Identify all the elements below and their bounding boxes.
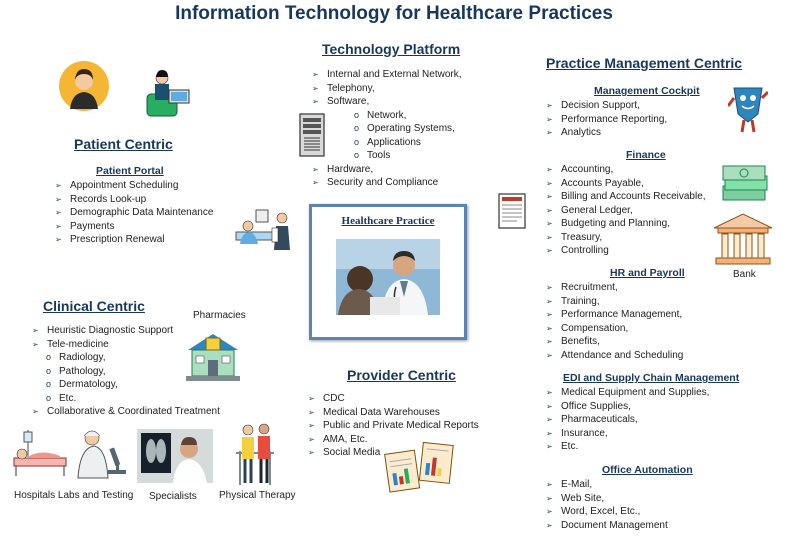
list-item: ➢ Office Supplies, [546, 400, 631, 412]
arrow-bullet-icon: ➢ [546, 415, 553, 424]
list-item: ➢ Heuristic Diagnostic Support [32, 325, 174, 336]
list-item: o Tools [354, 150, 391, 161]
arrow-bullet-icon: ➢ [546, 192, 553, 201]
list-item: o Radiology, [46, 352, 106, 363]
list-item: ➢ Public and Private Medical Reports [308, 420, 479, 431]
arrow-bullet-icon: ➢ [308, 448, 315, 457]
physical-therapy-icon [232, 421, 278, 487]
arrow-bullet-icon: ➢ [546, 480, 553, 489]
edi-supply-chain-list [546, 386, 709, 454]
arrow-bullet-icon: ➢ [546, 101, 553, 110]
list-item: ➢ Compensation, [546, 322, 629, 334]
xray-specialist-icon [137, 429, 213, 483]
list-item: ➢ Security and Compliance [312, 177, 439, 188]
woman-portrait-icon [58, 60, 110, 112]
list-item: ➢ Accounts Payable, [546, 177, 644, 189]
list-item: ➢ Pharmaceuticals, [546, 414, 638, 425]
arrow-bullet-icon: ➢ [546, 388, 553, 397]
clinical-centric-heading: Clinical Centric [43, 298, 145, 314]
practice-management-heading: Practice Management Centric [546, 55, 743, 71]
list-item: ➢ Performance Reporting, [546, 113, 668, 125]
circle-bullet-icon: o [354, 123, 360, 133]
hospitals-label: Hospitals Labs and Testing [14, 490, 134, 501]
finance-subheading: Finance [626, 149, 666, 161]
list-item: o Operating Systems, [354, 123, 455, 134]
list-item: o Applications [354, 136, 421, 148]
physical-therapy-label: Physical Therapy [219, 490, 296, 501]
list-item: ➢ Recruitment, [546, 282, 618, 293]
server-tower-icon [298, 112, 326, 158]
edi-supply-chain-subheading: EDI and Supply Chain Management [563, 372, 740, 384]
list-item: ➢ Analytics [546, 127, 602, 138]
arrow-bullet-icon: ➢ [55, 181, 62, 190]
documents-charts-icon [383, 440, 457, 496]
page-title: Information Technology for Healthcare Practices [175, 3, 613, 24]
arrow-bullet-icon: ➢ [546, 520, 553, 530]
healthcare-practice-frame [309, 204, 467, 340]
list-item: ➢ Web Site, [546, 492, 605, 504]
arrow-bullet-icon: ➢ [312, 83, 319, 93]
management-cockpit-list [546, 99, 667, 140]
arrow-bullet-icon: ➢ [308, 394, 315, 403]
list-item: o Etc. [46, 392, 77, 404]
list-item: ➢ AMA, Etc. [308, 433, 368, 445]
arrow-bullet-icon: ➢ [546, 507, 553, 516]
hospital-bed-icon [10, 428, 70, 480]
list-item: ➢ Decision Support, [546, 100, 640, 111]
list-item: ➢ Collaborative & Coordinated Treatment [32, 406, 220, 417]
circle-bullet-icon: o [354, 136, 360, 147]
list-item: ➢ Hardware, [312, 163, 374, 175]
list-item: ➢ Software, [312, 96, 370, 107]
arrow-bullet-icon: ➢ [546, 296, 553, 306]
circle-bullet-icon: o [354, 109, 360, 120]
hr-payroll-subheading: HR and Payroll [610, 267, 685, 279]
arrow-bullet-icon: ➢ [546, 165, 553, 174]
medical-form-icon [497, 192, 527, 230]
arrow-bullet-icon: ➢ [32, 407, 39, 416]
arrow-bullet-icon: ➢ [55, 208, 62, 217]
list-item: ➢ Attendance and Scheduling [546, 349, 684, 361]
list-item: ➢ Appointment Scheduling [55, 180, 179, 191]
arrow-bullet-icon: ➢ [55, 221, 62, 231]
arrow-bullet-icon: ➢ [546, 246, 553, 255]
hr-payroll-list [546, 281, 683, 362]
pharmacies-label: Pharmacies [193, 310, 246, 321]
arrow-bullet-icon: ➢ [546, 337, 553, 346]
list-item: ➢ Telephony, [312, 82, 375, 94]
office-automation-list [546, 478, 668, 532]
circle-bullet-icon: o [46, 352, 52, 362]
arrow-bullet-icon: ➢ [546, 493, 553, 503]
arrow-bullet-icon: ➢ [546, 114, 553, 124]
arrow-bullet-icon: ➢ [32, 339, 39, 349]
circle-bullet-icon: o [46, 365, 52, 376]
arrow-bullet-icon: ➢ [312, 164, 319, 174]
doctor-patient-icon [234, 208, 296, 252]
arrow-bullet-icon: ➢ [55, 194, 62, 204]
list-item: ➢ Billing and Accounts Receivable, [546, 191, 706, 202]
circle-bullet-icon: o [354, 150, 360, 160]
arrow-bullet-icon: ➢ [546, 178, 553, 188]
list-item: ➢ Social Media [308, 447, 381, 458]
list-item: ➢ Payments [55, 220, 115, 232]
microscope-lab-icon [74, 426, 130, 482]
circle-bullet-icon: o [46, 379, 52, 389]
arrow-bullet-icon: ➢ [308, 434, 315, 444]
list-item: ➢ CDC [308, 393, 345, 404]
list-item: ➢ Word, Excel, Etc., [546, 506, 641, 517]
list-item: ➢ Medical Equipment and Supplies, [546, 387, 710, 398]
superhero-mascot-icon [728, 84, 768, 134]
list-item: ➢ Records Look-up [55, 193, 147, 205]
bank-label: Bank [733, 269, 756, 280]
technology-platform-heading: Technology Platform [322, 41, 461, 57]
patient-portal-list [55, 179, 213, 247]
arrow-bullet-icon: ➢ [312, 70, 319, 79]
list-item: ➢ Etc. [546, 441, 579, 452]
patient-portal-subheading: Patient Portal [96, 165, 164, 177]
arrow-bullet-icon: ➢ [546, 232, 553, 242]
list-item: o Network, [354, 109, 407, 121]
arrow-bullet-icon: ➢ [546, 401, 553, 411]
list-item: ➢ Training, [546, 295, 600, 307]
list-item: ➢ Budgeting and Planning, [546, 218, 670, 229]
list-item: ➢ Prescription Renewal [55, 234, 165, 245]
finance-list [546, 163, 706, 258]
list-item: ➢ Treasury, [546, 231, 603, 243]
office-automation-subheading: Office Automation [602, 464, 693, 476]
list-item: ➢ Tele-medicine [32, 338, 109, 350]
list-item: ➢ Demographic Data Maintenance [55, 207, 214, 218]
arrow-bullet-icon: ➢ [546, 350, 553, 360]
arrow-bullet-icon: ➢ [546, 442, 553, 451]
list-item: ➢ General Ledger, [546, 204, 633, 216]
list-item: o Dermatology, [46, 379, 118, 390]
healthcare-practice-title: Healthcare Practice [341, 215, 435, 227]
management-cockpit-subheading: Management Cockpit [594, 85, 700, 97]
arrow-bullet-icon: ➢ [312, 97, 319, 106]
technology-platform-list [312, 68, 462, 190]
list-item: o Pathology, [46, 365, 106, 377]
list-item: ➢ Document Management [546, 519, 668, 531]
list-item: ➢ Medical Data Warehouses [308, 406, 440, 418]
pharmacy-building-icon [184, 330, 242, 384]
bank-building-icon [710, 212, 776, 268]
list-item: ➢ Accounting, [546, 164, 614, 175]
patient-centric-heading: Patient Centric [74, 136, 173, 152]
specialists-label: Specialists [149, 491, 197, 502]
list-item: ➢ Insurance, [546, 427, 608, 439]
list-item: ➢ E-Mail, [546, 479, 593, 490]
arrow-bullet-icon: ➢ [55, 235, 62, 244]
list-item: ➢ Internal and External Network, [312, 69, 462, 80]
doctor-consultation-photo [336, 239, 440, 315]
arrow-bullet-icon: ➢ [546, 128, 553, 137]
money-stack-icon [721, 160, 769, 206]
arrow-bullet-icon: ➢ [546, 219, 553, 228]
provider-centric-heading: Provider Centric [347, 367, 456, 383]
circle-bullet-icon: o [46, 392, 52, 403]
list-item: ➢ Controlling [546, 245, 609, 256]
arrow-bullet-icon: ➢ [546, 428, 553, 438]
arrow-bullet-icon: ➢ [308, 421, 315, 430]
arrow-bullet-icon: ➢ [546, 310, 553, 319]
arrow-bullet-icon: ➢ [546, 323, 553, 333]
arrow-bullet-icon: ➢ [32, 326, 39, 335]
list-item: ➢ Benefits, [546, 336, 600, 347]
patient-computer-icon [143, 66, 193, 122]
arrow-bullet-icon: ➢ [546, 205, 553, 215]
arrow-bullet-icon: ➢ [546, 283, 553, 292]
arrow-bullet-icon: ➢ [308, 407, 315, 417]
arrow-bullet-icon: ➢ [312, 178, 319, 187]
list-item: ➢ Performance Management, [546, 309, 683, 320]
